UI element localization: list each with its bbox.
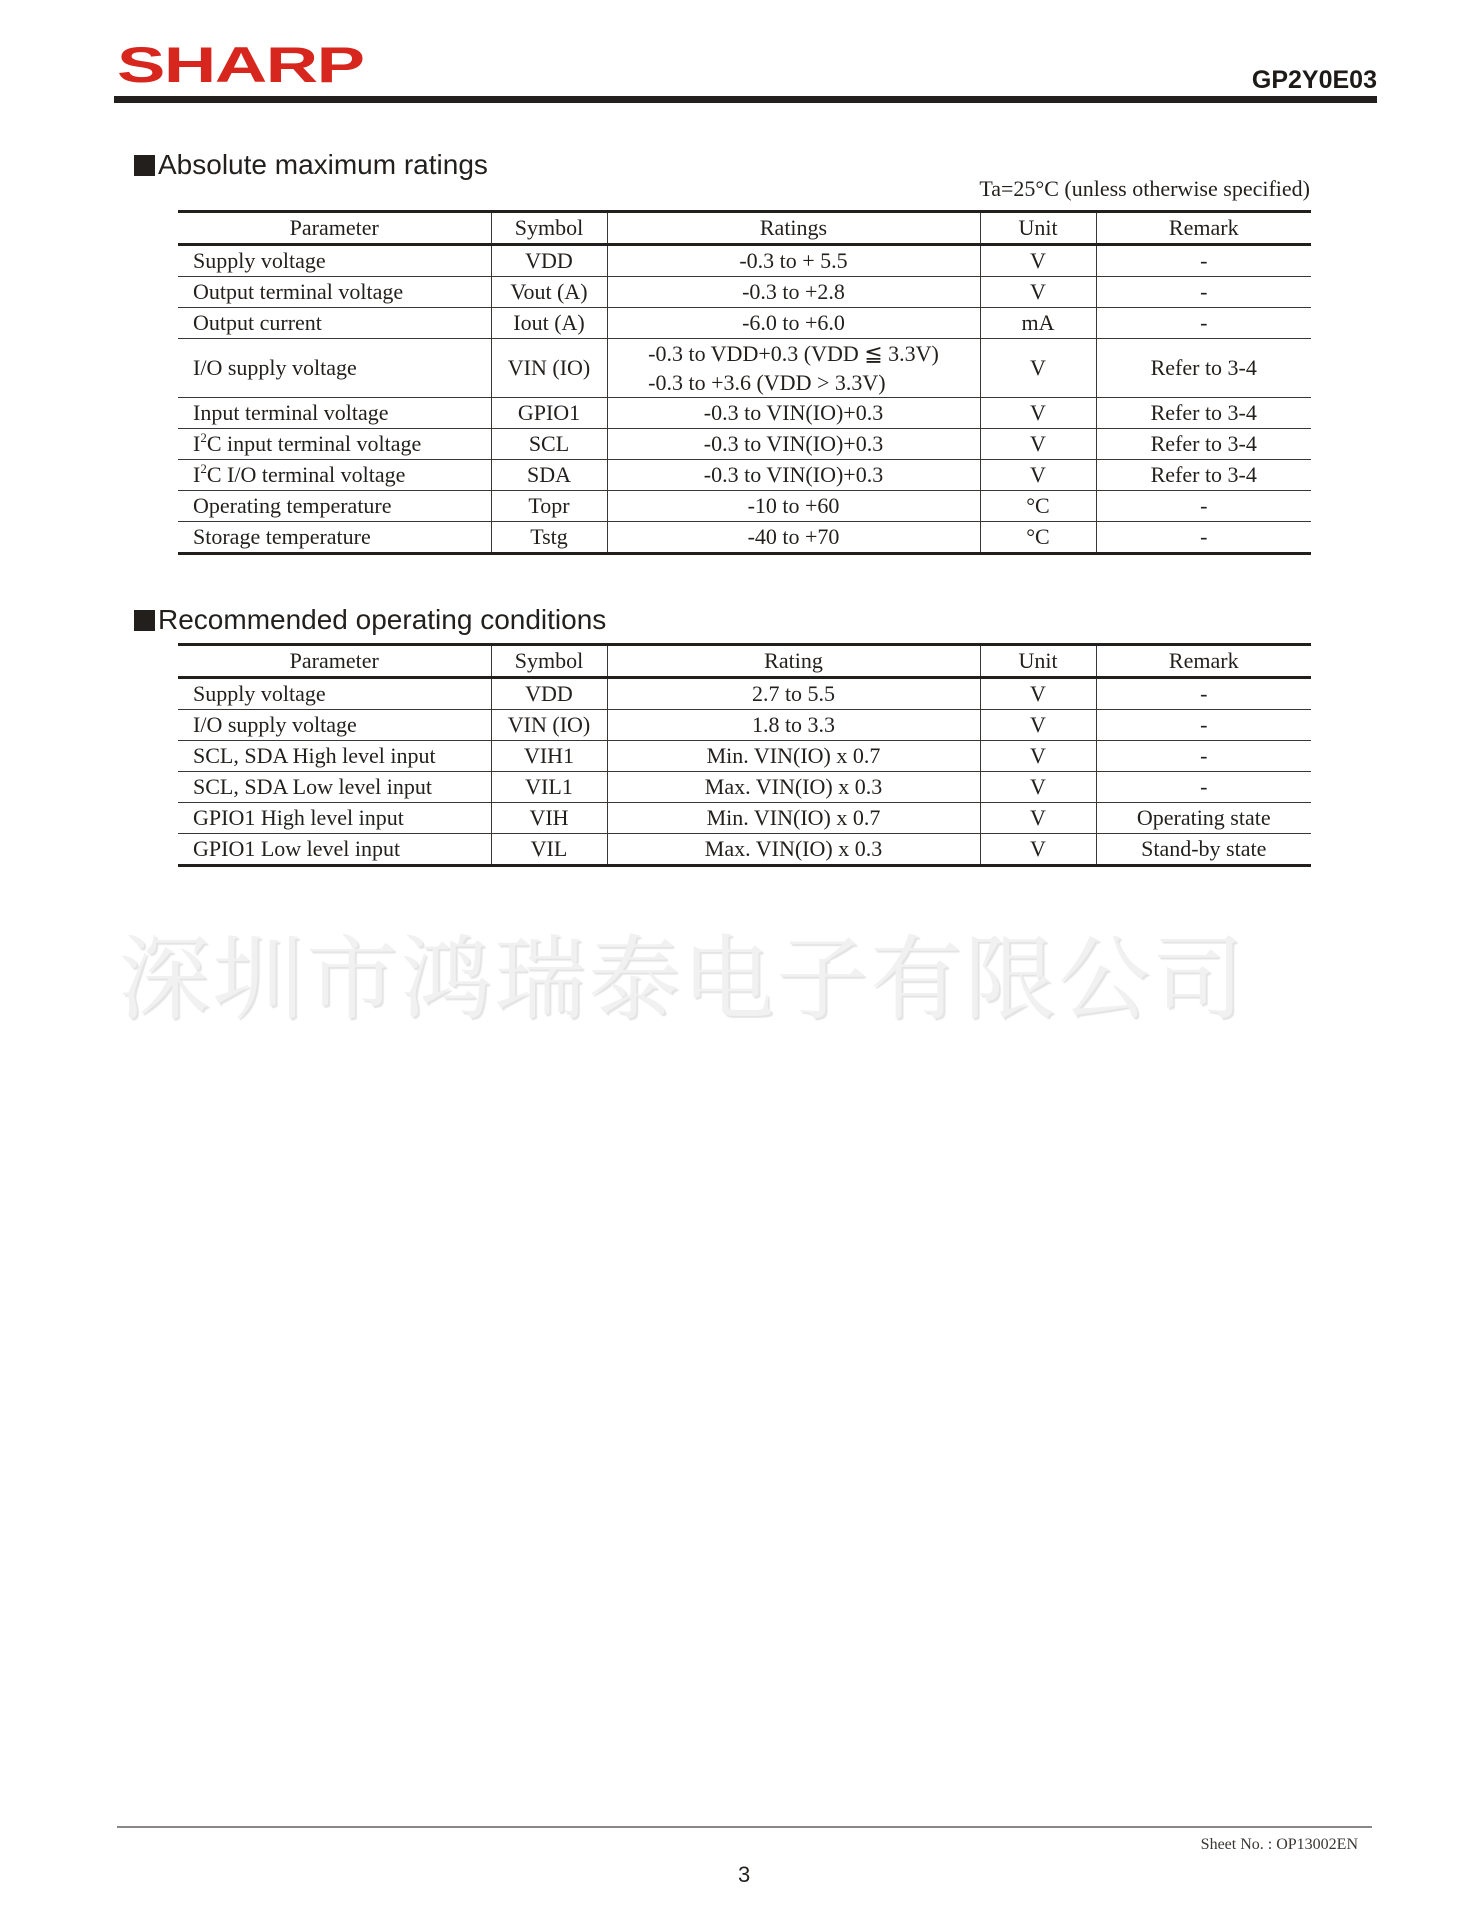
cell-unit: V — [980, 678, 1096, 710]
table-row — [178, 522, 1311, 554]
section-title-text: Recommended operating conditions — [158, 604, 607, 635]
cell-symbol: SDA — [491, 460, 607, 491]
table-row — [178, 678, 1311, 710]
cell-unit: V — [980, 398, 1096, 429]
cell-symbol: VIL1 — [491, 772, 607, 803]
cell-symbol: VIH1 — [491, 741, 607, 772]
cell-parameter: Supply voltage — [178, 245, 491, 277]
cell-remark: - — [1096, 308, 1311, 339]
table-header-row — [178, 645, 1311, 678]
cell-rating — [607, 339, 980, 398]
table-row — [178, 245, 1311, 277]
cell-unit: V — [980, 460, 1096, 491]
cell-rating: 1.8 to 3.3 — [607, 710, 980, 741]
recommended-conditions-table — [178, 643, 1311, 867]
cell-remark: - — [1096, 710, 1311, 741]
rating-line-1: -0.3 to VDD+0.3 (VDD ≦ 3.3V) — [648, 341, 939, 366]
cell-remark: - — [1096, 741, 1311, 772]
table-row — [178, 710, 1311, 741]
cell-remark: Refer to 3-4 — [1096, 339, 1311, 398]
col-header-remark: Remark — [1096, 645, 1311, 678]
cell-symbol: SCL — [491, 429, 607, 460]
company-watermark: 深圳市鸿瑞泰电子有限公司 — [118, 926, 1247, 1033]
param-text: C I/O terminal voltage — [206, 462, 406, 487]
cell-rating: Max. VIN(IO) x 0.3 — [607, 834, 980, 866]
cell-rating: -0.3 to +2.8 — [607, 277, 980, 308]
cell-parameter: Supply voltage — [178, 678, 491, 710]
param-superscript: 2 — [200, 461, 207, 476]
table-row — [178, 803, 1311, 834]
col-header-remark: Remark — [1096, 212, 1311, 245]
cell-unit: °C — [980, 522, 1096, 554]
absolute-max-table — [178, 210, 1311, 555]
cell-remark: Refer to 3-4 — [1096, 429, 1311, 460]
rating-line-2: -0.3 to +3.6 (VDD > 3.3V) — [648, 370, 886, 395]
cell-symbol: VDD — [491, 678, 607, 710]
col-header-symbol: Symbol — [491, 212, 607, 245]
cell-parameter: Output current — [178, 308, 491, 339]
cell-unit: V — [980, 245, 1096, 277]
cell-parameter — [178, 429, 491, 460]
cell-unit: V — [980, 772, 1096, 803]
col-header-rating: Rating — [607, 645, 980, 678]
table-row — [178, 308, 1311, 339]
table-row — [178, 741, 1311, 772]
cell-parameter: GPIO1 Low level input — [178, 834, 491, 866]
cell-rating: -6.0 to +6.0 — [607, 308, 980, 339]
cell-rating: -0.3 to VIN(IO)+0.3 — [607, 460, 980, 491]
param-prefix: I — [193, 462, 201, 487]
table-row — [178, 491, 1311, 522]
cell-symbol: VIL — [491, 834, 607, 866]
cell-unit: V — [980, 710, 1096, 741]
cell-remark: Refer to 3-4 — [1096, 460, 1311, 491]
cell-symbol: Iout (A) — [491, 308, 607, 339]
param-prefix: I — [193, 431, 201, 456]
cell-parameter: Input terminal voltage — [178, 398, 491, 429]
cell-symbol: VDD — [491, 245, 607, 277]
section-title-absolute-max — [134, 149, 488, 181]
cell-remark: - — [1096, 245, 1311, 277]
sharp-logo: SHARP — [117, 37, 364, 93]
cell-remark: Refer to 3-4 — [1096, 398, 1311, 429]
col-header-ratings: Ratings — [607, 212, 980, 245]
cell-parameter: Output terminal voltage — [178, 277, 491, 308]
cell-rating: Max. VIN(IO) x 0.3 — [607, 772, 980, 803]
cell-symbol: Vout (A) — [491, 277, 607, 308]
cell-rating: -0.3 to VIN(IO)+0.3 — [607, 429, 980, 460]
cell-rating: -40 to +70 — [607, 522, 980, 554]
cell-parameter: I/O supply voltage — [178, 710, 491, 741]
cell-rating: -0.3 to VIN(IO)+0.3 — [607, 398, 980, 429]
page-number: 3 — [738, 1862, 751, 1887]
test-condition: Ta=25°C (unless otherwise specified) — [979, 176, 1310, 201]
cell-rating: -10 to +60 — [607, 491, 980, 522]
cell-unit: mA — [980, 308, 1096, 339]
param-superscript: 2 — [200, 430, 207, 445]
cell-parameter: Storage temperature — [178, 522, 491, 554]
square-bullet-icon — [134, 155, 155, 176]
cell-rating: Min. VIN(IO) x 0.7 — [607, 741, 980, 772]
cell-unit: V — [980, 741, 1096, 772]
col-header-unit: Unit — [980, 645, 1096, 678]
cell-symbol: VIH — [491, 803, 607, 834]
col-header-symbol: Symbol — [491, 645, 607, 678]
cell-symbol: Tstg — [491, 522, 607, 554]
col-header-unit: Unit — [980, 212, 1096, 245]
sheet-number: Sheet No. : OP13002EN — [1200, 1836, 1358, 1853]
table-header-row — [178, 212, 1311, 245]
header-rule — [114, 96, 1377, 103]
cell-parameter — [178, 460, 491, 491]
cell-unit: °C — [980, 491, 1096, 522]
cell-rating: -0.3 to + 5.5 — [607, 245, 980, 277]
cell-remark: - — [1096, 678, 1311, 710]
cell-symbol: VIN (IO) — [491, 339, 607, 398]
table-row — [178, 834, 1311, 866]
cell-parameter: I/O supply voltage — [178, 339, 491, 398]
square-bullet-icon — [134, 610, 155, 631]
cell-parameter: GPIO1 High level input — [178, 803, 491, 834]
section-title-text: Absolute maximum ratings — [158, 149, 488, 180]
cell-unit: V — [980, 803, 1096, 834]
model-number: GP2Y0E03 — [1251, 66, 1377, 94]
cell-unit: V — [980, 277, 1096, 308]
cell-remark: Operating state — [1096, 803, 1311, 834]
col-header-parameter: Parameter — [178, 212, 491, 245]
table-row — [178, 398, 1311, 429]
cell-unit: V — [980, 339, 1096, 398]
cell-remark: - — [1096, 772, 1311, 803]
cell-unit: V — [980, 429, 1096, 460]
table-row — [178, 429, 1311, 460]
cell-remark: - — [1096, 277, 1311, 308]
cell-parameter: SCL, SDA Low level input — [178, 772, 491, 803]
cell-remark: - — [1096, 491, 1311, 522]
cell-rating: Min. VIN(IO) x 0.7 — [607, 803, 980, 834]
cell-remark: Stand-by state — [1096, 834, 1311, 866]
cell-parameter: SCL, SDA High level input — [178, 741, 491, 772]
cell-unit: V — [980, 834, 1096, 866]
cell-symbol: Topr — [491, 491, 607, 522]
table-row — [178, 772, 1311, 803]
cell-remark: - — [1096, 522, 1311, 554]
param-text: C input terminal voltage — [206, 431, 422, 456]
cell-symbol: GPIO1 — [491, 398, 607, 429]
cell-rating: 2.7 to 5.5 — [607, 678, 980, 710]
rating-lines — [648, 339, 939, 397]
table-row — [178, 339, 1311, 398]
table-row — [178, 460, 1311, 491]
col-header-parameter: Parameter — [178, 645, 491, 678]
footer-rule — [117, 1826, 1372, 1828]
table-row — [178, 277, 1311, 308]
cell-symbol: VIN (IO) — [491, 710, 607, 741]
section-title-recommended — [134, 604, 606, 636]
cell-parameter: Operating temperature — [178, 491, 491, 522]
